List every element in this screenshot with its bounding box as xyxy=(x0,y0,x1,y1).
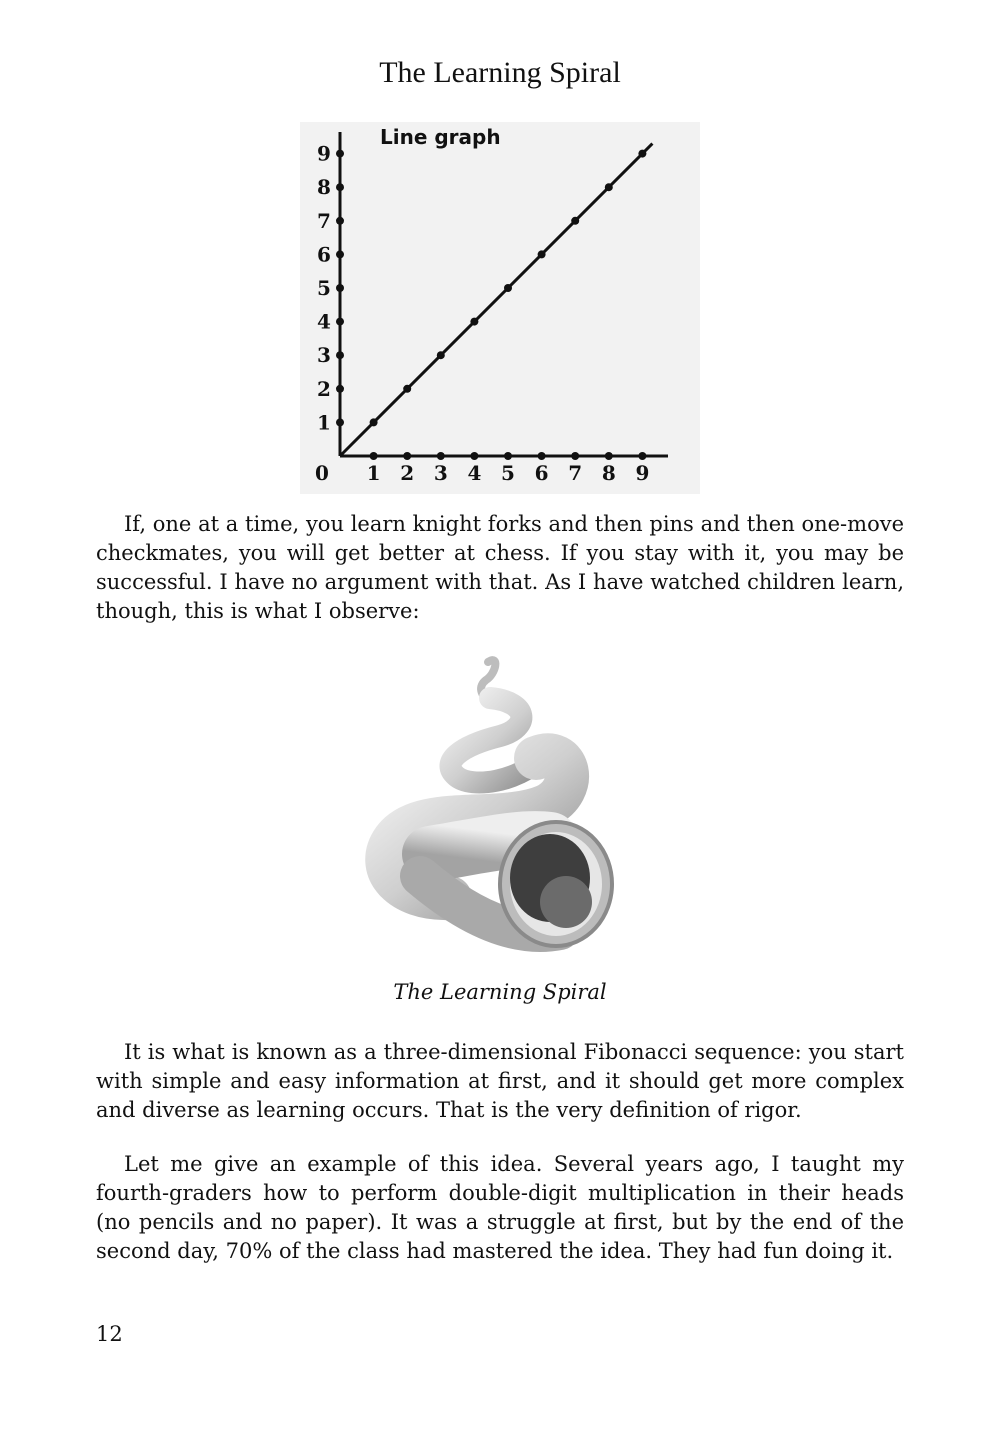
chart-title: Line graph xyxy=(380,125,501,149)
x-tick-label: 1 xyxy=(366,461,381,485)
x-tick-label: 8 xyxy=(601,461,616,485)
data-point xyxy=(437,351,445,359)
x-tick-label: 5 xyxy=(501,461,515,485)
paragraph-3: Let me give an example of this idea. Several years ago, I taught my fourth-graders how to perform double-digit multiplication in their heads (no pencils and no paper). It was a struggle at first, but by the end of the second day, 70% of the class had mastered the idea. They had fun doing it. xyxy=(96,1152,904,1263)
x-tick-label: 7 xyxy=(568,461,583,485)
data-point xyxy=(504,284,512,292)
y-tick-label: 4 xyxy=(317,309,331,334)
x-tick-label: 9 xyxy=(635,461,650,485)
x-tick-label: 2 xyxy=(400,461,415,485)
y-tick-dot xyxy=(336,418,344,426)
data-point xyxy=(638,150,646,158)
y-tick-dot xyxy=(336,351,344,359)
graph-background xyxy=(300,122,700,494)
data-point xyxy=(370,418,378,426)
y-tick-label: 8 xyxy=(317,175,331,200)
y-tick-label: 6 xyxy=(317,242,331,267)
y-tick-dot xyxy=(336,250,344,258)
x-tick-dot xyxy=(403,452,411,460)
data-point xyxy=(571,217,579,225)
y-tick-dot xyxy=(336,183,344,191)
y-tick-dot xyxy=(336,217,344,225)
data-point xyxy=(605,183,613,191)
paragraph-1: If, one at a time, you learn knight forks and then pins and then one-move checkmates, you will get better at chess. If you stay with it, you may be successful. I have no argument with that. As I have watched children learn, though, this is what I observe: xyxy=(96,512,904,623)
x-tick-dot xyxy=(504,452,512,460)
y-tick-label: 2 xyxy=(317,376,331,401)
y-tick-dot xyxy=(336,150,344,158)
x-tick-dot xyxy=(370,452,378,460)
page-number: 12 xyxy=(96,1322,123,1346)
x-tick-dot xyxy=(538,452,546,460)
data-point xyxy=(403,385,411,393)
y-tick-label: 3 xyxy=(317,343,331,368)
data-point xyxy=(470,318,478,326)
y-tick-label: 1 xyxy=(317,410,331,435)
x-tick-dot xyxy=(638,452,646,460)
y-tick-dot xyxy=(336,318,344,326)
y-tick-label: 9 xyxy=(317,141,331,166)
y-tick-dot xyxy=(336,284,344,292)
paragraph-2: It is what is known as a three-dimensional Fibonacci sequence: you start with simple and easy information at first, and it should get more complex and diverse as learning occurs. That is the very definition of rigor. xyxy=(96,1040,904,1122)
x-tick-label: 0 xyxy=(315,461,329,485)
y-tick-label: 7 xyxy=(317,208,331,233)
learning-spiral-illustration xyxy=(360,640,660,970)
x-tick-label: 4 xyxy=(467,461,482,485)
x-tick-dot xyxy=(470,452,478,460)
figure-caption: The Learning Spiral xyxy=(393,980,607,1004)
line-graph-figure xyxy=(300,122,700,494)
x-tick-label: 6 xyxy=(534,461,549,485)
x-tick-dot xyxy=(605,452,613,460)
x-tick-dot xyxy=(571,452,579,460)
running-head: The Learning Spiral xyxy=(379,56,621,89)
y-tick-label: 5 xyxy=(317,276,331,300)
data-point xyxy=(538,250,546,258)
y-tick-dot xyxy=(336,385,344,393)
x-tick-dot xyxy=(437,452,445,460)
x-tick-label: 3 xyxy=(433,461,448,485)
